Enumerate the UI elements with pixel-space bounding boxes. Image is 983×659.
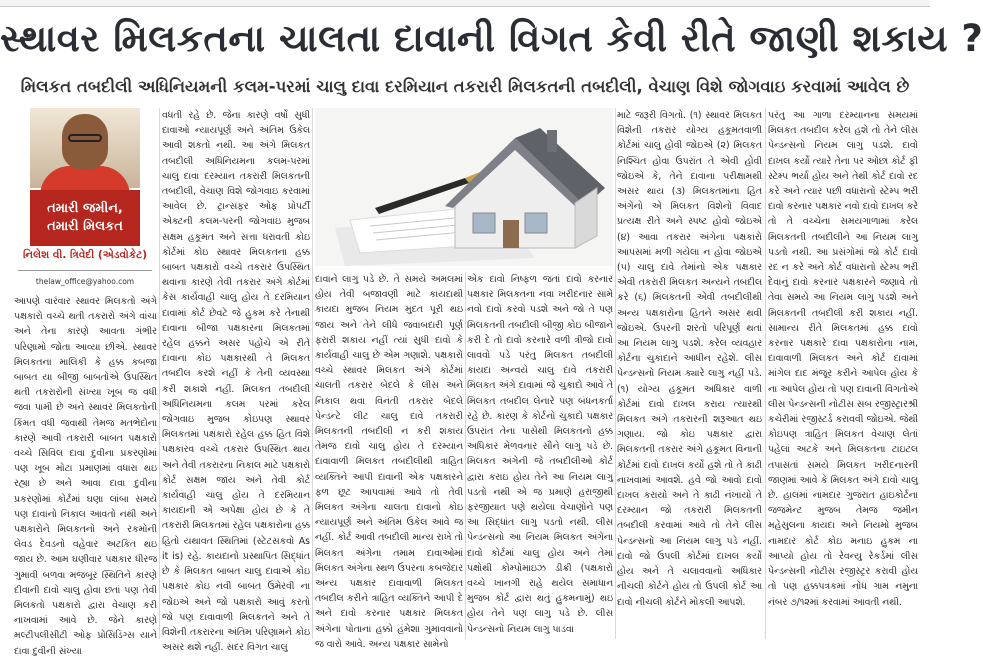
column-divider <box>465 272 466 639</box>
body-column-2 <box>162 108 310 654</box>
divider <box>18 270 152 271</box>
author-photo <box>30 108 140 188</box>
column-divider <box>615 108 616 639</box>
body-text: માટે જરૂરી વિગતો. (૧) સ્થાવર મિલકત વિશેની તકરાર યોગ્ય હકૂમતવાળી કોર્ટમાં ચાલુ હોવી જોઇએ (૨) મિલકત નિશ્ચિત હોવા ઉપરાંત તે એવી હોવી જોઇએ કે, તેને દાવાના પરીક્ષામથી અસર થાય (૩) મિલકતમાંના હિત અંગેનો એ મિલકત વિશેનો વિવાદ પ્રત્યક્ષ રીતે અને સ્પષ્ટ હોવો જોઇએ (૪) આવા તકરાર અંગેના પક્ષકારો આપસમાં મળી ગયેલા ન હોવા જોઇએ (૫) ચાલુ દાવે તેમાંનો એક પક્ષકાર એવી તકરારી મિલકત અન્યને તબદીલ કરે (૬) મિલકતની એવી તબદીલીથી અન્ય પક્ષકારોના હિતને અસર થવી જોઇએ. ઉપરની શરતો પરિપૂર્ણ થતાં આ નિયમ લાગુ પડશે. કરેલ વ્યવહાર કોર્ટના ચુકાદાને આધીન રહેશે. લીસ પેન્ડન્સનો નિયમ ક્યારે લાગુ નહીં પડે. (૧) યોગ્ય હકૂમત અધિકાર વાળી કોર્ટમાં દાવો દાખલ કરાય ત્યારથી મિલકત અંગે તકરારની શરૂઆત થઇ ગણાય. જો કોઇ પક્ષકાર દ્વારા મિલકતની તકરાર અંગે હકૂમત વિનાની કોર્ટમાં દાવો દાખલ કર્યો હશે તો તે કાઢી નાખવામાં આવશે. હવે જો આવો દાવો દાખલ કરાયો અને તે કાઢી નંખાયો તે દરમ્યાન જો તકરારી મિલકતની તબદીલી કરવામાં આવે તો તેને લીસ પેન્ડન્સનો આ નિયમ લાગુ પડે નહીં. દાવો જો ઉપલી કોર્ટમાં દાખલ કર્યો હોય અને તે ચલાવવાનો અધિકાર નીચલી કોર્ટને હોય તો ઉપલી કોર્ટ આ દાવો નીચલી કોર્ટને મોકલી આપશે. <box>617 110 762 608</box>
body-column-6 <box>768 108 918 639</box>
body-column-3 <box>315 272 463 650</box>
author-name: નિલેશ વી. ત્રિવેદી (એડવોકેટ) <box>22 249 148 261</box>
column-name-line2: તમારી મિલકત <box>47 219 123 234</box>
body-text: આપણે વારંવાર સ્થાવર મિલકતો અંગે પક્ષકારો વચ્ચે થતી તકરારો અંગે વાંચા અને તેના કારણે આવતા ગંભીર પરિણામો જોતા આવ્યા છીએ. સ્થાવર મિલકતના માલિકી કે હક્ક કબજા બાબત યા બીજી બાબતોએ ઉપસ્થિત થતી તકરારોની સંખ્યા ખૂબ જ વધી જવા પામી છે અને સ્થાવર મિલકતોની કિંમત વધી જવાથી તેમજ મતભેદોના કારણે આવી તકરારી બાબત પક્ષકારો વચ્ચે સિવિલ દાવા દુવીના પ્રકરણોમાં પણ ખૂબ મોટા પ્રમાણમાં વધારા થઇ રહ્યા છે અને આવા દાવા દુવીના પ્રકરણોમાં કોર્ટમાં ઘણા લાંબા સમયે પણ દાવાનો નિકાલ આવતો નથી અને પક્ષકારોને મિલકતનો અને રકમોની લેવડ દેવડનો વહેવાર અટકિત થઇ જાય છે. આમ ઘણીવાર પક્ષકાર ધીરજ ગુમાવી બળવા મજબૂર સ્થિતિને કારણે દીવાની દાવો ચાલુ હોવા છતાં પણ તેવી મિલકતો પક્ષકારો દ્વારા વેચાણ કરી નાખવામાં આવે છે. જેને કારણે મલ્ટીપલીસીટી ઓફ પ્રોસિડિંગ્સ યાને દાવા દુવીની સંખ્યા <box>14 296 157 657</box>
body-text: એક દાવો નિષ્ફળ જતાં દાવો કરનાર પક્ષકાર મિલકતના નવા ખરીદનાર સામે નવો દાવો કરવો પડશે અને જો તે પણ મિલકતની તબદીલી બીજી કોઇ બીજાને કરી દે તો દાવો કરનારે વળી ત્રીજો દાવો લાવવો પડે પરંતુ મિલકત તબદીલી કાયદા અન્વયે ચાલુ દાવે તકરારી મિલકત અંગે દાવામાં જે ચુકાદો આવે તે મિલકત તબદીલ લેનારે પણ બંધનકર્તા રહે છે. કારણ કે કોર્ટનો ચુકાદો પક્ષકાર ઉપરાંત તેના પાસેથી મિલકતનો હક્ક અધિકાર મેળવનાર સૌને લાગુ પડે છે. મિલકત અંગેની જે તબદીલીઓ કોર્ટ દ્વારા કરાઇ હોય તેને આ નિયમ લાગુ પડતો નથી એ જ પ્રમાણે હરાજીથી ફરજીયાત પણે થયેલા વેચાણોને પણ આ સિદ્ધાંત લાગુ પડતો નથી. લીસ પેન્ડન્સનો આ નિયમ મિલકત અંગેના દાવો કોર્ટમાં ચાલુ હોય અને તેમાં પક્ષોથી કોમ્પોમાઇઝ ડીક્રી (પક્ષકારો વચ્ચે ખાનગી રાહે થયેલ સમાધાન મુજબ કોર્ટ દ્વારા થતું હુકમનામું) થઇ હોય તેને પણ લાગુ પડે છે. લીસ પેન્ડન્સનો નિયમ લાગુ પાડવા <box>467 274 613 635</box>
subheadline: મિલકત તબદીલી અધિનિયમની કલમ-પરમાં ચાલુ દાવા દરમિયાન તકરારી મિલકતની તબદીલી, વેચાણ વિશે જોગવાઇ કરવામાં આવેલ છે <box>20 77 910 96</box>
body-column-1 <box>14 294 157 657</box>
author-email: thelaw_office@yahoo.com <box>35 277 135 286</box>
column-name-line1: તમારી જમીન, <box>47 201 123 216</box>
body-column-4 <box>467 272 613 639</box>
house-model-image <box>315 108 613 266</box>
body-text: વધતી રહે છે. જેના કારણે વર્ષો સુધી દાવાઓ ન્યાયપૂર્ણ અને અંતિમ ઉકેલ આવી શકતો નથી. આ અંગે મિલકત તબદીલી અધિનિયમના કલમ-પરમાં ચાલુ દાવા દરમ્યાન તકરારી મિલકતની તબદીલી, વેચાણ વિશે જોગવાઇ કરવામાં આવેલ છે. ટ્રાન્સફર ઓફ પ્રોપર્ટી એક્ટની કલમ-પરની જોગવાઇ મુજબ સક્ષમ હકૂમત અને સત્તા ધરાવતી કોઇ કોર્ટમાં કોઇ સ્થાવર મિલકતના હક્ક બાબત પક્ષકારો વચ્ચે તકરાર ઉપસ્થિત થવાના કારણે તેવી તકરાર અંગે કોર્ટમાં કેસ કાર્યવાહી ચાલુ હોય તે દરમિયાન દાવામાં કોર્ટ છેવટે જે હુકમ કરે તેનાથી દાવાના બીજા પક્ષકારના મિલકતમાં રહેલ હક્કને અસર પહોંચે એ રીતે દાવાના કોઇ પક્ષકારથી તે મિલકત તબદીલ કરશે નહીં કે તેની વ્યવસ્થા કરી શકાશે નહીં. મિલકત તબદીલી અધિનિયમના કલમ પરમાં કરેલ જોગવાઇ મુજબ કોઇપણ સ્થાવર મિલકતમાં પક્ષકારો રહેલ હક્ક હિત વિશે પક્ષકારવ વચ્ચે તકરાર ઉપસ્થિત થાય અને તેવી તકરારના નિકાલ માટે પક્ષકારો કોર્ટ સક્ષમ જાય અને તેવી કોર્ટ કાર્યવાહી ચાલુ હોય તે દરમિયાન કાયદાની એ અપેક્ષા હોય છે કે તે તકરારી મિલકતમાં રહેલ પક્ષકારોના હક્ક હિતો યથાવત સ્થિતિમાં (સ્ટેટસકવો As it is) રહે. કાયદાનો પ્રસ્થાપિત સિદ્ધાંત છે કે મિલકત બાબત ચાલુ દાવાએ કોઇ પક્ષકાર કોઇ નવી બાબત ઉમેરવી ના જોઇએ અને જો પક્ષકારો આવું કરતો જો પણ દાવાવાળી મિલકતને અને તે વિશેની તકરારના અંતિમ પરિણામને કોઇ અસર થશે નહીં. સદર વિગત ચાલુ <box>162 110 310 654</box>
house-model-icon <box>315 108 613 266</box>
column-name-badge <box>30 190 140 246</box>
body-text: પરંતુ આ ગાળા દરમ્યાનના સમયમાં મિલકત તબદીલ કરેલ હશે તો તેને લીસ પેન્ડન્સનો નિયમ લાગુ પડશે. દાવો દાખલ કર્યો ત્યારે તેના પર ઓછા કોર્ટ ફી સ્ટેમ્પ ભર્યા હોય અને તેથી કોર્ટ દાવો રદ કરે અને ત્યાર પછી વધારાનો સ્ટેમ્પ ભરી દાવો કરનાર પક્ષકાર નવો દાવો દાખલ કરે તો તે વચ્ચેના સમયગાળામાં કરેલ મિલકતની તબદીલીને આ નિયમ લાગુ પડતો નથી. આ પ્રસંગોમાં જો કોર્ટ દાવો રદ ન કરે અને કોર્ટ વધારાનો સ્ટેમ્પ ભરી દેવાનું દાવો કરનાર પક્ષકારને જણાવે તો તેવા સમયે આ નિયમ લાગુ પડશે અને મિલકતની તબદીલી કરી શકાય નહીં. સામાન્ય રીતે મિલકતમાં હક્ક દાવો કરનાર પક્ષકારે દાવા પક્ષકારોના નામ, દાવાવાળી મિલકત અને કોર્ટ દાવામાં માંગેલ દાદ મંજૂર કરીને આપેલ હોય કે ના આપેલ હોય તો પણ દાવાની વિગતોએ લીસ પેન્ડન્સની નોટીસ સબ રજીસ્ટ્રારશ્રી કચેરીમાં રજીસ્ટર્ડ કરાવવી જોઇએ. જેથી કોઇપણ ત્રાહિત મિલકત વેચાણ લેતાં પહેલાં અટકે અને મિલકતના ટાઇટલ તપાસતાં સમયે મિલકત ખરીદનારની જાણમાં આવે કે મિલકત અંગે દાવો ચાલુ છે. હાલમાં નામદાર ગુજરાત હાઇકોર્ટના જજમેન્ટ મુજબ તેમજ જમીન મહેસુલના કાયદા અને નિયમો મુજબ નામદાર કોર્ટ કોઇ મનાઇ હુકમ ના આપ્યો હોય તો રેવન્યુ રેકર્ડમાં લીસ પેન્ડન્સની નોટીસ રજીસ્ટ્રર કરાવી હોય તો પણ હક્કપત્રકમાં નોંધ ગામ નમુના નંબર ૭/૧૨માં કરવામાં આવતી નથી. <box>768 110 918 608</box>
body-column-5 <box>617 108 762 639</box>
body-text: દાવાને લાગુ પડે છે. તે સમયે અમલમાં હોય તેવી બજાવણી માટે કાયદાથી કાયદા મુજબ નિયમ મુદત પૂરી થઇ જાય અને તેને લીધે જવાબદારી પૂર્ણ ફરારી શકાય નહીં ત્યાં સુધી દાવો કે કાર્યવાહી ચાલુ છે એમ ગણાશે. પક્ષકારો વચ્ચે સ્થાવર મિલકત અંગે કોર્ટમાં ચાલતી તકરાર બેદલે કે લીસ અને નિકાલ થવા વિનંતી તકરાર બેદલે પેન્ડન્ટે લીટ ચાલુ દાવે તકરારી મિલકતની તબદીલી ન કરી શકાય તેમજ દાવો ચાલુ હોય તે દરમ્યાન દાવાવાળી મિલકત તબદીલીથી ત્રાહિત વ્યક્તિને આપી દાવાની એક પક્ષકારને ફળ છૂટ આપવામાં આવે તો તેવી મિલકત અંગેના ચાલતા દાવાનો કોઇ ન્યાયપૂર્ણ અને અંતિમ ઉકેલ આવે જ નહીં. કોર્ટ આવી તબદીલી માન્ય રાખે તો મિલકત અંગેના તમામ દાવાઓમાં મિલકત અંગેના સ્થળ ઉપરના કબજેદાર અન્ય પક્ષકાર દાવાવાળી મિલકત તબદીલ કરીને ત્રાહિત વ્યક્તિને આપી દે અને દાવો કરનાર પક્ષકાર મિલકત અંગેના પોતાના હક્કો હંમેશા ગુમાવવાનો જ વારો આવે. અન્ય પક્ષકાર સામેનો <box>315 274 463 650</box>
column-divider <box>312 108 313 639</box>
column-divider <box>159 108 160 639</box>
column-divider <box>765 108 766 639</box>
masthead-strip <box>0 0 930 7</box>
headline: સ્થાવર મિલકતના ચાલતા દાવાની વિગત કેવી રીતે જાણી શકાય ? <box>0 17 983 60</box>
